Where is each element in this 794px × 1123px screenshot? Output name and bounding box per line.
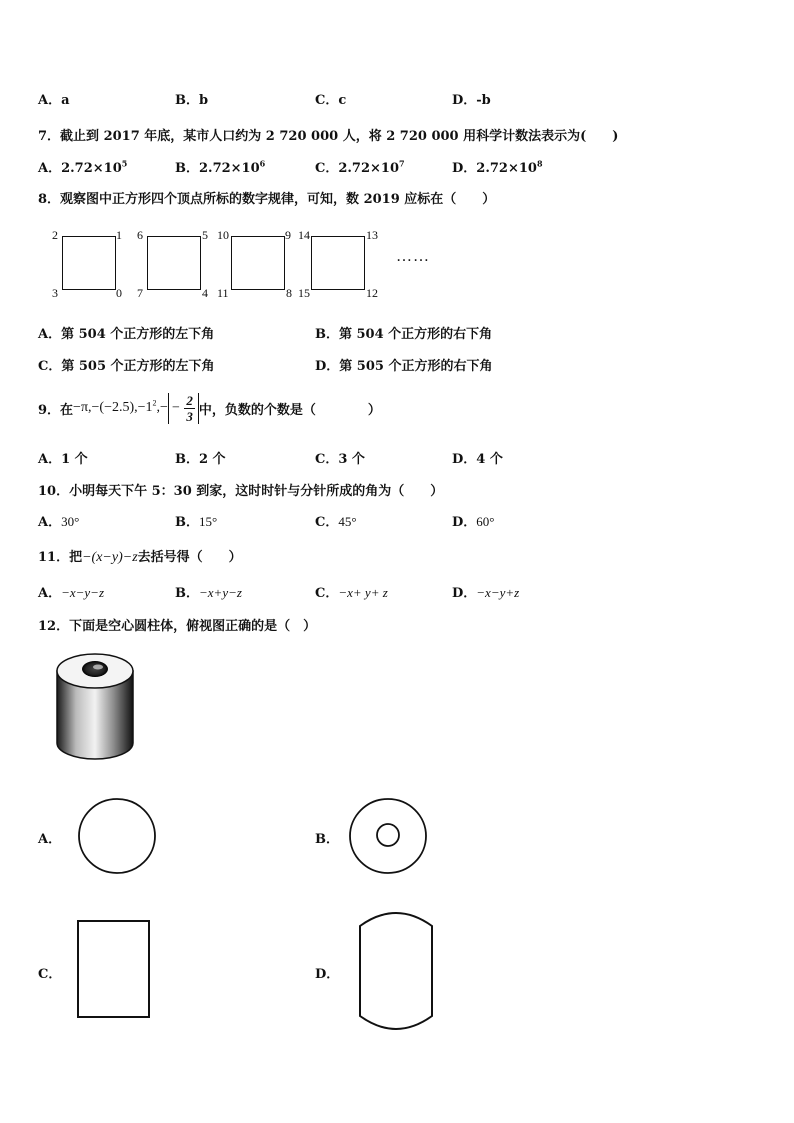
q8-sq3-bl: 11 <box>217 286 229 300</box>
q8-sq2-br: 4 <box>202 286 208 300</box>
q8-option-b: B．第 504 个正方形的右下角 <box>315 327 493 342</box>
q10-stem: 10．小明每天下午 5：30 到家，这时时针与分针所成的角为（ ） <box>38 484 444 499</box>
q10-option-b: B．15° <box>175 514 218 530</box>
q8-ellipsis: …… <box>396 248 430 265</box>
q12-option-b-label: B． <box>315 832 339 847</box>
q6-option-d: D．-b <box>452 93 491 108</box>
q8-sq1-bl: 3 <box>52 286 58 300</box>
q9-stem: 9．在 $-\pi,-(-2.5),-1^2,-$ − $\frac{2}{3}$ 中，负数的个数是（ ） <box>38 392 381 424</box>
q11-option-b: B．−x+y−z <box>175 585 242 601</box>
q7-stem: 7．截止到 2017 年底，某市人口约为 2 720 000 人，将 2 720 000 用科学计数法表示为( ) <box>38 129 619 144</box>
q9-abs-value: − $\frac{2}{3}$ <box>168 393 199 424</box>
q8-square-figure <box>40 222 460 302</box>
q11-option-d: D．−x−y+z <box>452 585 520 601</box>
q8-sq4-bl: 15 <box>298 286 310 300</box>
q6-option-c: C．c <box>315 93 347 108</box>
q6-option-b: B．b <box>175 93 209 108</box>
q7-option-b: B．$2.72\times 10^6$ <box>175 158 266 176</box>
q12-hollow-cylinder-figure <box>52 647 138 763</box>
q8-sq3-br: 8 <box>286 286 292 300</box>
q12-option-a-label: A． <box>38 832 62 847</box>
q8-sq1-tr: 1 <box>116 228 122 242</box>
q10-option-c: C．45° <box>315 514 357 530</box>
q11-option-c: C．−x+ y+ z <box>315 585 388 601</box>
q9-fraction: $\frac{2}{3}$ <box>186 392 193 424</box>
q7-option-d: D．$2.72\times 10^8$ <box>452 158 543 176</box>
q12-option-c-rectangle-view <box>76 918 156 1020</box>
q8-stem: 8．观察图中正方形四个顶点所标的数字规律，可知，数 2019 应标在（ ） <box>38 192 496 207</box>
q12-option-b-ring-view <box>346 796 430 876</box>
q10-option-d: D．60° <box>452 514 495 530</box>
q9-option-d: D．4 个 <box>452 452 503 467</box>
q8-sq2-tr: 5 <box>202 228 208 242</box>
q8-square-1 <box>62 236 116 290</box>
q8-option-a: A．第 504 个正方形的左下角 <box>38 327 215 342</box>
q9-option-a: A．1 个 <box>38 452 88 467</box>
q12-stem: 12．下面是空心圆柱体，俯视图正确的是（ ） <box>38 619 317 634</box>
q8-sq3-tr: 9 <box>285 228 291 242</box>
q8-sq1-tl: 2 <box>52 228 58 242</box>
q9-option-c: C．3 个 <box>315 452 365 467</box>
q12-option-d-arched-view <box>356 906 438 1036</box>
q6-option-a: A．a <box>38 93 70 108</box>
q9-expression: $-\pi,-(-2.5),-1^2,-$ <box>73 398 168 415</box>
q8-sq1-br: 0 <box>116 286 122 300</box>
q8-sq3-tl: 10 <box>217 228 229 242</box>
q8-option-d: D．第 505 个正方形的右下角 <box>315 359 493 374</box>
q12-option-d-label: D． <box>315 967 340 982</box>
q11-stem: 11．把−(x−y)−z去括号得（ ） <box>38 550 242 565</box>
q8-square-4 <box>311 236 365 290</box>
q12-option-c-label: C． <box>38 967 62 982</box>
q8-square-2 <box>147 236 201 290</box>
q8-option-c: C．第 505 个正方形的左下角 <box>38 359 215 374</box>
q8-sq2-bl: 7 <box>137 286 143 300</box>
q12-option-a-circle-view <box>76 796 160 876</box>
q7-option-c: C．$2.72\times 10^7$ <box>315 158 405 176</box>
q8-sq4-br: 12 <box>366 286 378 300</box>
q8-sq2-tl: 6 <box>137 228 143 242</box>
q11-expression: −(x−y)−z <box>82 550 138 565</box>
q8-sq4-tr: 13 <box>366 228 378 242</box>
q10-option-a: A．30° <box>38 514 80 530</box>
q8-sq4-tl: 14 <box>298 228 310 242</box>
q7-option-a: A．$2.72\times 10^5$ <box>38 158 128 176</box>
q8-square-3 <box>231 236 285 290</box>
q11-option-a: A．−x−y−z <box>38 585 105 601</box>
q9-option-b: B．2 个 <box>175 452 226 467</box>
